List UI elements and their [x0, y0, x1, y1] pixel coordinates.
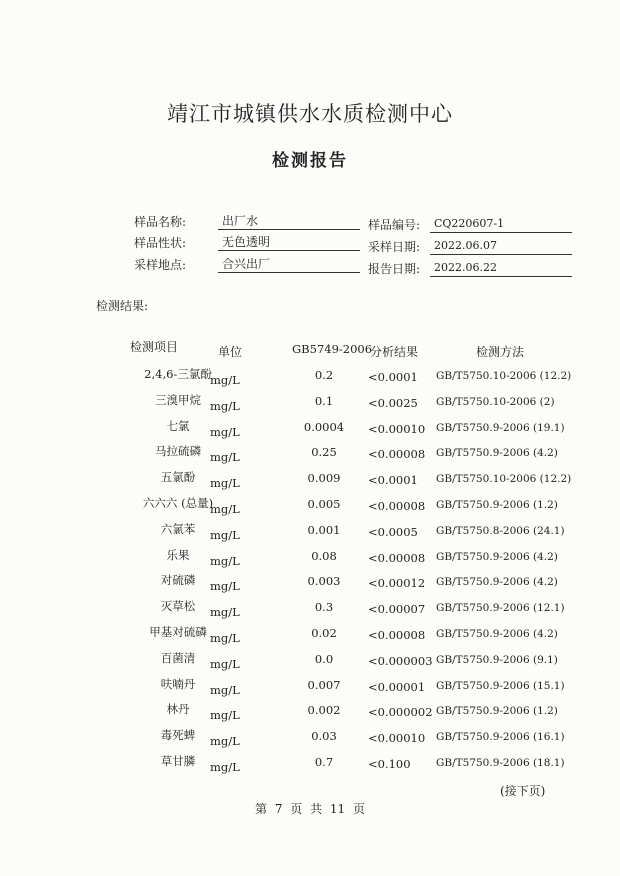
result-method: GB/T5750.9-2006 (12.1): [436, 602, 565, 615]
result-method: GB/T5750.9-2006 (4.2): [436, 550, 558, 563]
sample-name-value: 出厂水: [218, 213, 360, 230]
report-date-label: 报告日期:: [368, 262, 421, 276]
result-value: <0.000002: [368, 705, 433, 720]
result-standard: 0.0: [314, 651, 334, 666]
result-item: 乐果: [166, 547, 190, 562]
results-section-label: 检测结果:: [96, 299, 149, 313]
result-value: <0.000003: [368, 653, 433, 668]
result-unit: mg/L: [210, 605, 240, 620]
result-method: GB/T5750.10-2006 (2): [436, 395, 555, 408]
sampling-site-value: 合兴出厂: [218, 256, 360, 273]
result-standard: 0.1: [314, 393, 334, 408]
result-method: GB/T5750.9-2006 (18.1): [436, 757, 565, 769]
result-value: <0.0001: [368, 473, 418, 488]
result-standard: 0.009: [307, 471, 341, 486]
result-value: <0.00012: [368, 576, 426, 591]
result-value: <0.100: [368, 757, 411, 771]
result-value: <0.00001: [368, 679, 426, 694]
column-header-standard: GB5749-2006: [292, 342, 373, 356]
result-method: GB/T5750.9-2006 (4.2): [436, 576, 558, 589]
result-method: GB/T5750.9-2006 (1.2): [436, 499, 558, 511]
result-item: 七氯: [166, 418, 190, 433]
result-value: <0.00008: [368, 447, 426, 462]
result-unit: mg/L: [210, 398, 240, 413]
result-unit: mg/L: [210, 527, 240, 542]
sampling-date-label: 采样日期:: [368, 240, 421, 254]
sampling-date-value: 2022.06.07: [430, 238, 572, 255]
result-unit: mg/L: [210, 450, 240, 465]
result-standard: 0.0004: [303, 419, 345, 434]
report-title: 检测报告: [272, 151, 348, 171]
result-standard: 0.007: [307, 677, 341, 692]
result-item: 毒死蜱: [160, 728, 196, 743]
column-header-method: 检测方法: [476, 345, 525, 359]
result-value: <0.00008: [368, 550, 426, 565]
result-value: <0.0005: [368, 524, 418, 539]
sample-property-value: 无色透明: [218, 234, 360, 251]
result-standard: 0.005: [307, 497, 341, 511]
result-standard: 0.02: [311, 626, 337, 640]
result-unit: mg/L: [210, 631, 240, 645]
result-method: GB/T5750.9-2006 (16.1): [436, 731, 565, 744]
result-method: GB/T5750.10-2006 (12.2): [436, 473, 572, 486]
sample-no-value: CQ220607-1: [430, 216, 572, 233]
sample-no-label: 样品编号:: [368, 218, 421, 232]
result-standard: 0.3: [314, 600, 334, 615]
result-standard: 0.03: [311, 729, 337, 744]
result-item: 六六六 (总量): [142, 496, 214, 510]
result-value: <0.00010: [368, 421, 426, 436]
column-header-item: 检测项目: [130, 340, 179, 354]
result-standard: 0.7: [314, 755, 334, 769]
result-method: GB/T5750.9-2006 (1.2): [436, 705, 558, 718]
result-unit: mg/L: [210, 553, 240, 568]
result-value: <0.0025: [368, 395, 418, 410]
result-item: 草甘膦: [160, 754, 196, 768]
result-item: 六氯苯: [160, 521, 196, 536]
result-item: 甲基对硫磷: [149, 625, 207, 639]
result-standard: 0.001: [307, 522, 341, 537]
result-item: 灭草松: [160, 599, 196, 614]
result-unit: mg/L: [210, 708, 240, 723]
result-method: GB/T5750.8-2006 (24.1): [436, 524, 565, 537]
result-method: GB/T5750.10-2006 (12.2): [436, 370, 572, 382]
result-item: 2,4,6-三氯酚: [144, 367, 212, 381]
result-item: 对硫磷: [160, 573, 196, 588]
result-value: <0.0001: [368, 370, 418, 384]
result-item: 林丹: [166, 702, 190, 717]
result-unit: mg/L: [210, 579, 240, 594]
result-unit: mg/L: [210, 373, 240, 387]
report-date-value: 2022.06.22: [430, 260, 572, 277]
result-standard: 0.25: [311, 445, 337, 460]
continued-note: (接下页): [500, 784, 546, 798]
sample-property-label: 样品性状:: [134, 236, 187, 250]
result-item: 五氯酚: [160, 470, 196, 485]
result-value: <0.00008: [368, 628, 426, 642]
result-item: 呋喃丹: [160, 676, 196, 691]
result-unit: mg/L: [210, 476, 240, 491]
result-unit: mg/L: [210, 682, 240, 697]
result-unit: mg/L: [210, 424, 240, 439]
result-method: GB/T5750.9-2006 (4.2): [436, 447, 558, 460]
result-item: 马拉硫磷: [155, 444, 201, 459]
page-footer: 第 7 页 共 11 页: [255, 802, 365, 816]
result-item: 三溴甲烷: [155, 392, 201, 407]
result-value: <0.00007: [368, 602, 426, 617]
result-method: GB/T5750.9-2006 (4.2): [436, 628, 558, 640]
column-header-unit: 单位: [218, 345, 243, 359]
result-value: <0.00010: [368, 731, 426, 746]
result-unit: mg/L: [210, 734, 240, 749]
result-method: GB/T5750.9-2006 (15.1): [436, 679, 565, 692]
result-unit: mg/L: [210, 656, 240, 671]
result-unit: mg/L: [210, 502, 240, 516]
result-method: GB/T5750.9-2006 (9.1): [436, 653, 558, 666]
result-standard: 0.08: [311, 548, 337, 563]
result-standard: 0.003: [307, 574, 341, 589]
organization-title: 靖江市城镇供水水质检测中心: [167, 102, 453, 126]
result-unit: mg/L: [210, 760, 240, 774]
result-value: <0.00008: [368, 499, 426, 513]
result-standard: 0.2: [314, 368, 334, 382]
sampling-site-label: 采样地点:: [134, 258, 187, 272]
result-method: GB/T5750.9-2006 (19.1): [436, 421, 565, 434]
result-item: 百菌清: [160, 650, 196, 665]
result-standard: 0.002: [307, 703, 341, 718]
sample-name-label: 样品名称:: [134, 215, 187, 229]
column-header-result: 分析结果: [370, 345, 419, 359]
